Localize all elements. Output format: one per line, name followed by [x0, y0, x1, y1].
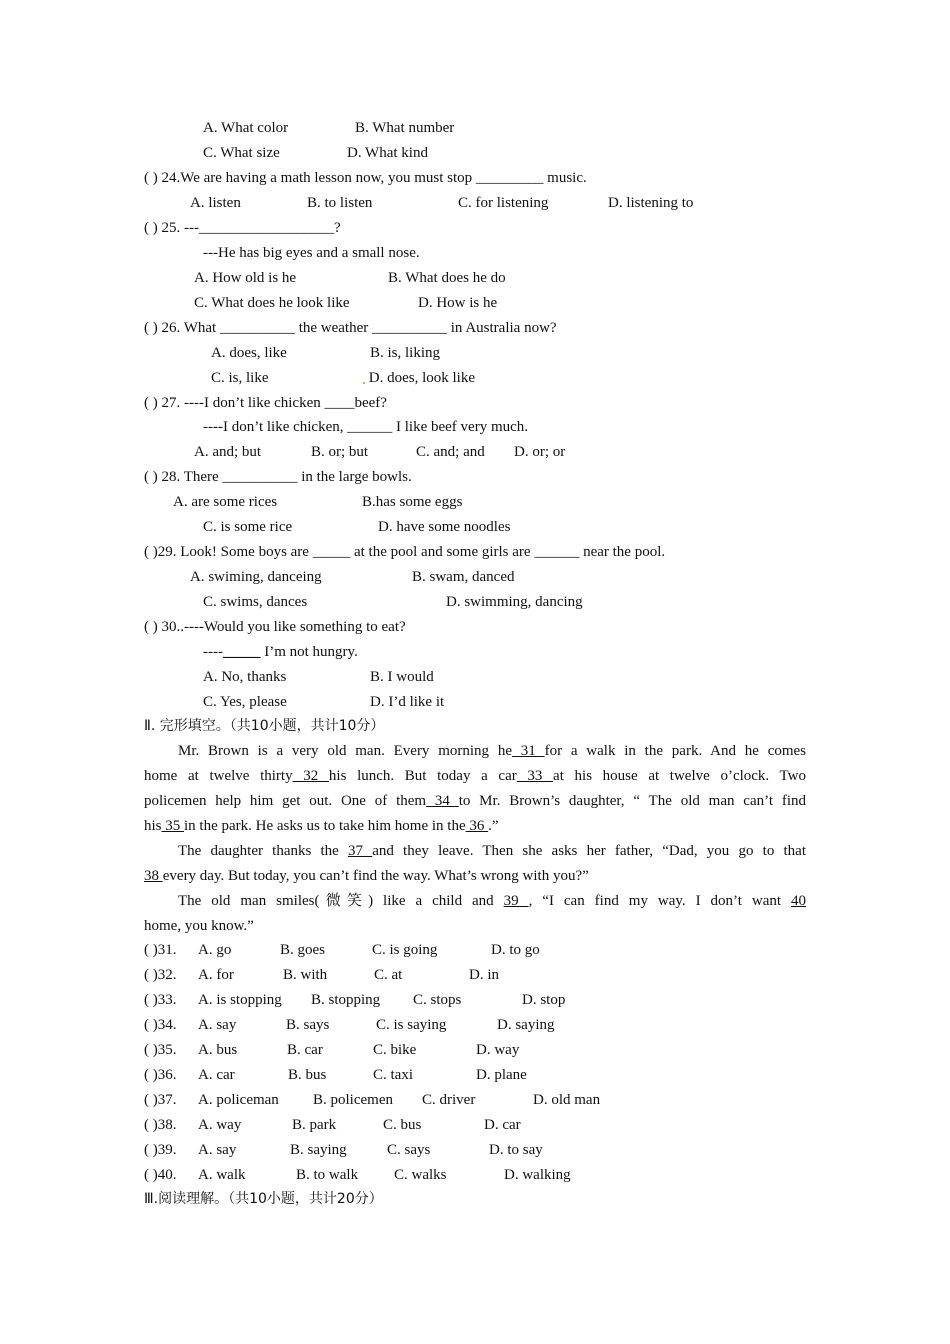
q29-option-b: B. swam, danced	[412, 569, 515, 585]
q23-option-c: C. What size	[203, 145, 280, 161]
cloze-option-c: C. bus	[383, 1117, 422, 1133]
cloze-option-b: B. to walk	[296, 1167, 359, 1183]
cloze-option-a: A. policeman	[198, 1092, 279, 1108]
cloze-text: home, you know.”	[144, 918, 254, 934]
cloze-text: home at twelve thirty	[144, 768, 293, 784]
section2-title: Ⅱ. 完形填空。（共10小题，共计10分）	[144, 718, 385, 734]
q25-option-b: B. What does he do	[388, 270, 506, 286]
cloze-text: at his house at twelve o’clock. Two	[553, 768, 807, 784]
cloze-option-b: B. stopping	[311, 992, 381, 1008]
cloze-option-d: D. way	[476, 1042, 520, 1058]
q27-option-d: D. or; or	[514, 444, 566, 460]
cloze-option-c: C. is saying	[376, 1017, 447, 1033]
cloze-paragraph-2	[144, 841, 806, 886]
q28-stem: ( ) 28. There __________ in the large bowls.	[144, 469, 412, 485]
cloze-option-d: D. old man	[533, 1092, 601, 1108]
cloze-item-number: ( )35.	[144, 1042, 177, 1058]
q26-option-c: C. is, like	[211, 370, 269, 386]
cloze-text: his	[144, 818, 162, 834]
cloze-option-b: B. goes	[280, 942, 325, 958]
cloze-item-number: ( )37.	[144, 1092, 177, 1108]
cloze-option-d: D. in	[469, 967, 499, 983]
cloze-option-d: D. to go	[491, 942, 540, 958]
q27-option-a: A. and; but	[194, 444, 262, 460]
cloze-option-d: D. to say	[489, 1142, 543, 1158]
q25-option-c: C. What does he look like	[194, 295, 350, 311]
cloze-option-c: C. says	[387, 1142, 431, 1158]
cloze-line-4	[144, 816, 806, 836]
q24-option-c: C. for listening	[458, 195, 549, 211]
q28-option-d: D. have some noodles	[378, 519, 511, 535]
q26-stem: ( ) 26. What __________ the weather __________ in Australia now?	[144, 320, 557, 336]
q24-stem: ( ) 24.We are having a math lesson now, you must stop _________ music.	[144, 170, 587, 186]
q25-answer: ---He has big eyes and a small nose.	[203, 245, 420, 261]
cloze-option-a: A. way	[198, 1117, 242, 1133]
q28-option-b: B.has some eggs	[362, 494, 463, 510]
q24-option-a: A. listen	[190, 195, 241, 211]
cloze-item-number: ( )34.	[144, 1017, 177, 1033]
cloze-line-2	[144, 766, 806, 786]
cloze-option-b: B. bus	[288, 1067, 327, 1083]
cloze-option-a: A. go	[198, 942, 232, 958]
cloze-item-number: ( )33.	[144, 992, 177, 1008]
blank-32: 32	[292, 768, 329, 784]
cloze-item-number: ( )31.	[144, 942, 177, 958]
q26-option-b: B. is, liking	[370, 345, 441, 361]
cloze-option-d: D. walking	[504, 1167, 571, 1183]
cloze-option-a: A. for	[198, 967, 234, 983]
q23-option-d: D. What kind	[347, 145, 428, 161]
q30-answer-prefix: ----	[203, 644, 223, 660]
q30-option-b: B. I would	[370, 669, 434, 685]
cloze-item-number: ( )38.	[144, 1117, 177, 1133]
blank-35: 35	[161, 818, 185, 834]
q30-option-d: D. I’d like it	[370, 694, 445, 710]
q27-answer: ----I don’t like chicken, ______ I like beef very much.	[203, 419, 529, 435]
cloze-option-b: B. says	[286, 1017, 330, 1033]
cloze-option-a: A. say	[198, 1142, 237, 1158]
q30-answer	[203, 642, 358, 662]
cloze-line-5	[144, 841, 806, 861]
cloze-line-3	[144, 791, 806, 811]
blank-39: 39	[503, 893, 529, 909]
cloze-text: every day. But today, you can’t find the way. What’s wrong with you?”	[162, 868, 589, 884]
q30-option-c: C. Yes, please	[203, 694, 287, 710]
q25-stem: ( ) 25. ---__________________?	[144, 220, 341, 236]
cloze-option-c: C. driver	[422, 1092, 476, 1108]
cloze-option-b: B. park	[292, 1117, 337, 1133]
blank-40: 40	[791, 893, 806, 909]
cloze-line-8	[144, 916, 806, 936]
cloze-option-c: C. bike	[373, 1042, 417, 1058]
section3-title: Ⅲ.阅读理解。（共10小题，共计20分）	[144, 1191, 383, 1207]
blank-37: 37	[348, 843, 373, 859]
q29-option-c: C. swims, dances	[203, 594, 308, 610]
cloze-option-c: C. is going	[372, 942, 438, 958]
cloze-option-a: A. say	[198, 1017, 237, 1033]
speck-mark	[363, 382, 365, 384]
q27-option-c: C. and; and	[416, 444, 485, 460]
q30-option-a: A. No, thanks	[203, 669, 287, 685]
cloze-item-number: ( )40.	[144, 1167, 177, 1183]
cloze-text: in the park. He asks us to take him home in the	[184, 818, 466, 834]
blank-38: 38	[144, 868, 163, 884]
cloze-text: , “I can find my way. I don’t want	[528, 893, 791, 909]
q27-option-b: B. or; but	[311, 444, 369, 460]
q25-option-d: D. How is he	[418, 295, 498, 311]
blank-33: 33	[516, 768, 554, 784]
cloze-line-1	[144, 741, 806, 761]
q23-option-a: A. What color	[203, 120, 289, 136]
cloze-option-a: A. car	[198, 1067, 235, 1083]
cloze-text: policemen help him get out. One of them	[144, 793, 427, 809]
q29-option-d: D. swimming, dancing	[446, 594, 583, 610]
cloze-text: .”	[488, 818, 499, 834]
cloze-text: his lunch. But today a car	[328, 768, 517, 784]
cloze-option-b: B. saying	[290, 1142, 347, 1158]
q28-option-a: A. are some rices	[173, 494, 278, 510]
cloze-option-d: D. plane	[476, 1067, 527, 1083]
cloze-option-d: D. saying	[497, 1017, 555, 1033]
blank-34: 34	[426, 793, 459, 809]
cloze-paragraph-3	[144, 891, 806, 936]
cloze-item-number: ( )36.	[144, 1067, 177, 1083]
cloze-text: The old man smiles(微笑) like a child and	[178, 893, 504, 909]
cloze-option-b: B. with	[283, 967, 328, 983]
q23-option-b: B. What number	[355, 120, 455, 136]
q26-option-d-text: D. does, look like	[368, 370, 475, 386]
q25-option-a: A. How old is he	[194, 270, 297, 286]
cloze-text: Mr. Brown is a very old man. Every morning he	[178, 743, 512, 759]
cloze-option-d: D. car	[484, 1117, 521, 1133]
cloze-option-c: C. at	[374, 967, 403, 983]
q30-answer-text: I’m not hungry.	[260, 644, 358, 660]
cloze-text: for a walk in the park. And he comes	[544, 743, 807, 759]
cloze-option-b: B. car	[287, 1042, 323, 1058]
cloze-text: to Mr. Brown’s daughter, “ The old man can’t find	[458, 793, 806, 809]
cloze-option-a: A. walk	[198, 1167, 246, 1183]
cloze-option-b: B. policemen	[313, 1092, 393, 1108]
q24-option-d: D. listening to	[608, 195, 694, 211]
q26-option-a: A. does, like	[211, 345, 287, 361]
cloze-text: and they leave. Then she asks her father, “Dad, you go to that	[372, 843, 806, 859]
cloze-option-d: D. stop	[522, 992, 566, 1008]
cloze-text: The daughter thanks the	[178, 843, 349, 859]
cloze-option-c: C. taxi	[373, 1067, 413, 1083]
cloze-option-a: A. is stopping	[198, 992, 282, 1008]
q29-stem: ( )29. Look! Some boys are _____ at the pool and some girls are ______ near the pool.	[144, 544, 666, 560]
q28-option-c: C. is some rice	[203, 519, 293, 535]
cloze-paragraph-1	[144, 741, 806, 836]
q26-option-d	[364, 368, 475, 388]
cloze-item-number: ( )32.	[144, 967, 177, 983]
q30-blank: _____	[222, 644, 261, 660]
q27-stem: ( ) 27. ----I don’t like chicken ____beef?	[144, 395, 387, 411]
cloze-line-7	[144, 891, 806, 911]
cloze-option-c: C. walks	[394, 1167, 447, 1183]
cloze-option-a: A. bus	[198, 1042, 238, 1058]
blank-36: 36	[465, 818, 489, 834]
cloze-item-number: ( )39.	[144, 1142, 177, 1158]
cloze-option-c: C. stops	[413, 992, 462, 1008]
blank-31: 31	[512, 743, 545, 759]
q30-stem: ( ) 30..----Would you like something to eat?	[144, 619, 406, 635]
q24-option-b: B. to listen	[307, 195, 373, 211]
cloze-line-6	[144, 866, 806, 886]
q29-option-a: A. swiming, danceing	[190, 569, 322, 585]
